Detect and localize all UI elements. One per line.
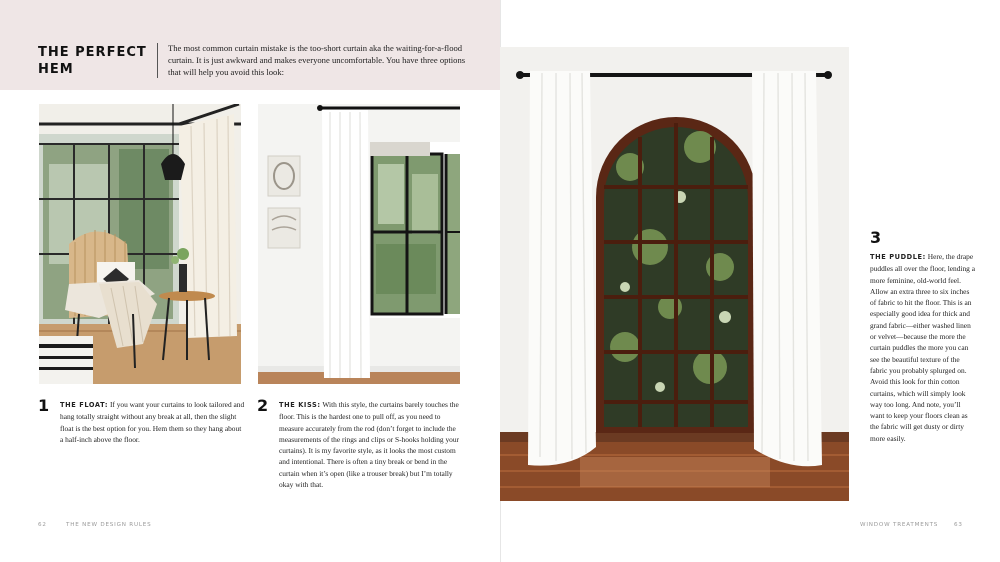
option-text: With this style, the curtains barely touches the floor. This is the hardest one to pull off, as you need to measure accurately from the rod (don’t forget to include the measurements of the rings and clips or S-hooks holding your curtains). It is my favorite style, as it looks the most custom and intentional. There is often a tiny break or bend in the curtain when it’s open (like a trouser break) but I’m totally okay with that. xyxy=(279,400,460,490)
option-text: Here, the drape puddles all over the floor, lending a more feminine, old-world feel. Allow an extra three to six inches of fabric to hit the floor. This is an especially good idea for thick and grand fabric—either washed linen or velvet—because the more the curtain puddles the more you can see the beautiful texture of the fabric you probably splurged on. Avoid this look for thin cotton curtains, which will simply look way too long. And note, you’ll want to keep your floors clean as the fabric will get dusty or dirty more easily. xyxy=(870,252,975,443)
option-caption xyxy=(60,399,246,445)
option-caption xyxy=(279,399,465,490)
option-number: 1 xyxy=(38,396,50,415)
option-caption xyxy=(870,251,975,444)
running-head-right: WINDOW TREATMENTS xyxy=(860,522,939,528)
running-head-left: THE NEW DESIGN RULES xyxy=(66,522,152,528)
option-lead: THE KISS: xyxy=(279,401,321,409)
page-number-left: 62 xyxy=(38,522,47,528)
option-lead: THE FLOAT: xyxy=(60,401,109,409)
photo-puddle-curtains xyxy=(500,47,849,501)
option-number: 2 xyxy=(257,396,269,415)
page-number-right: 63 xyxy=(954,522,963,528)
option-lead: THE PUDDLE: xyxy=(870,253,926,261)
photo-kiss-curtains xyxy=(258,104,460,384)
title-divider xyxy=(157,43,158,78)
intro-paragraph: The most common curtain mistake is the too-short curtain aka the waiting-for-a-flood curtain. It is just awkward and makes everyone uncomfortable. You have three options that will help you avoid this look: xyxy=(168,43,466,78)
option-number: 3 xyxy=(870,228,882,247)
photo-float-curtains xyxy=(39,104,241,384)
section-title: THE PERFECT HEM xyxy=(38,45,147,77)
option-text: If you want your curtains to look tailored and hang totally straight without any break at all, then the slight float is the best option for you. Hem them so they hang about a half-inch above the floor. xyxy=(60,400,245,444)
